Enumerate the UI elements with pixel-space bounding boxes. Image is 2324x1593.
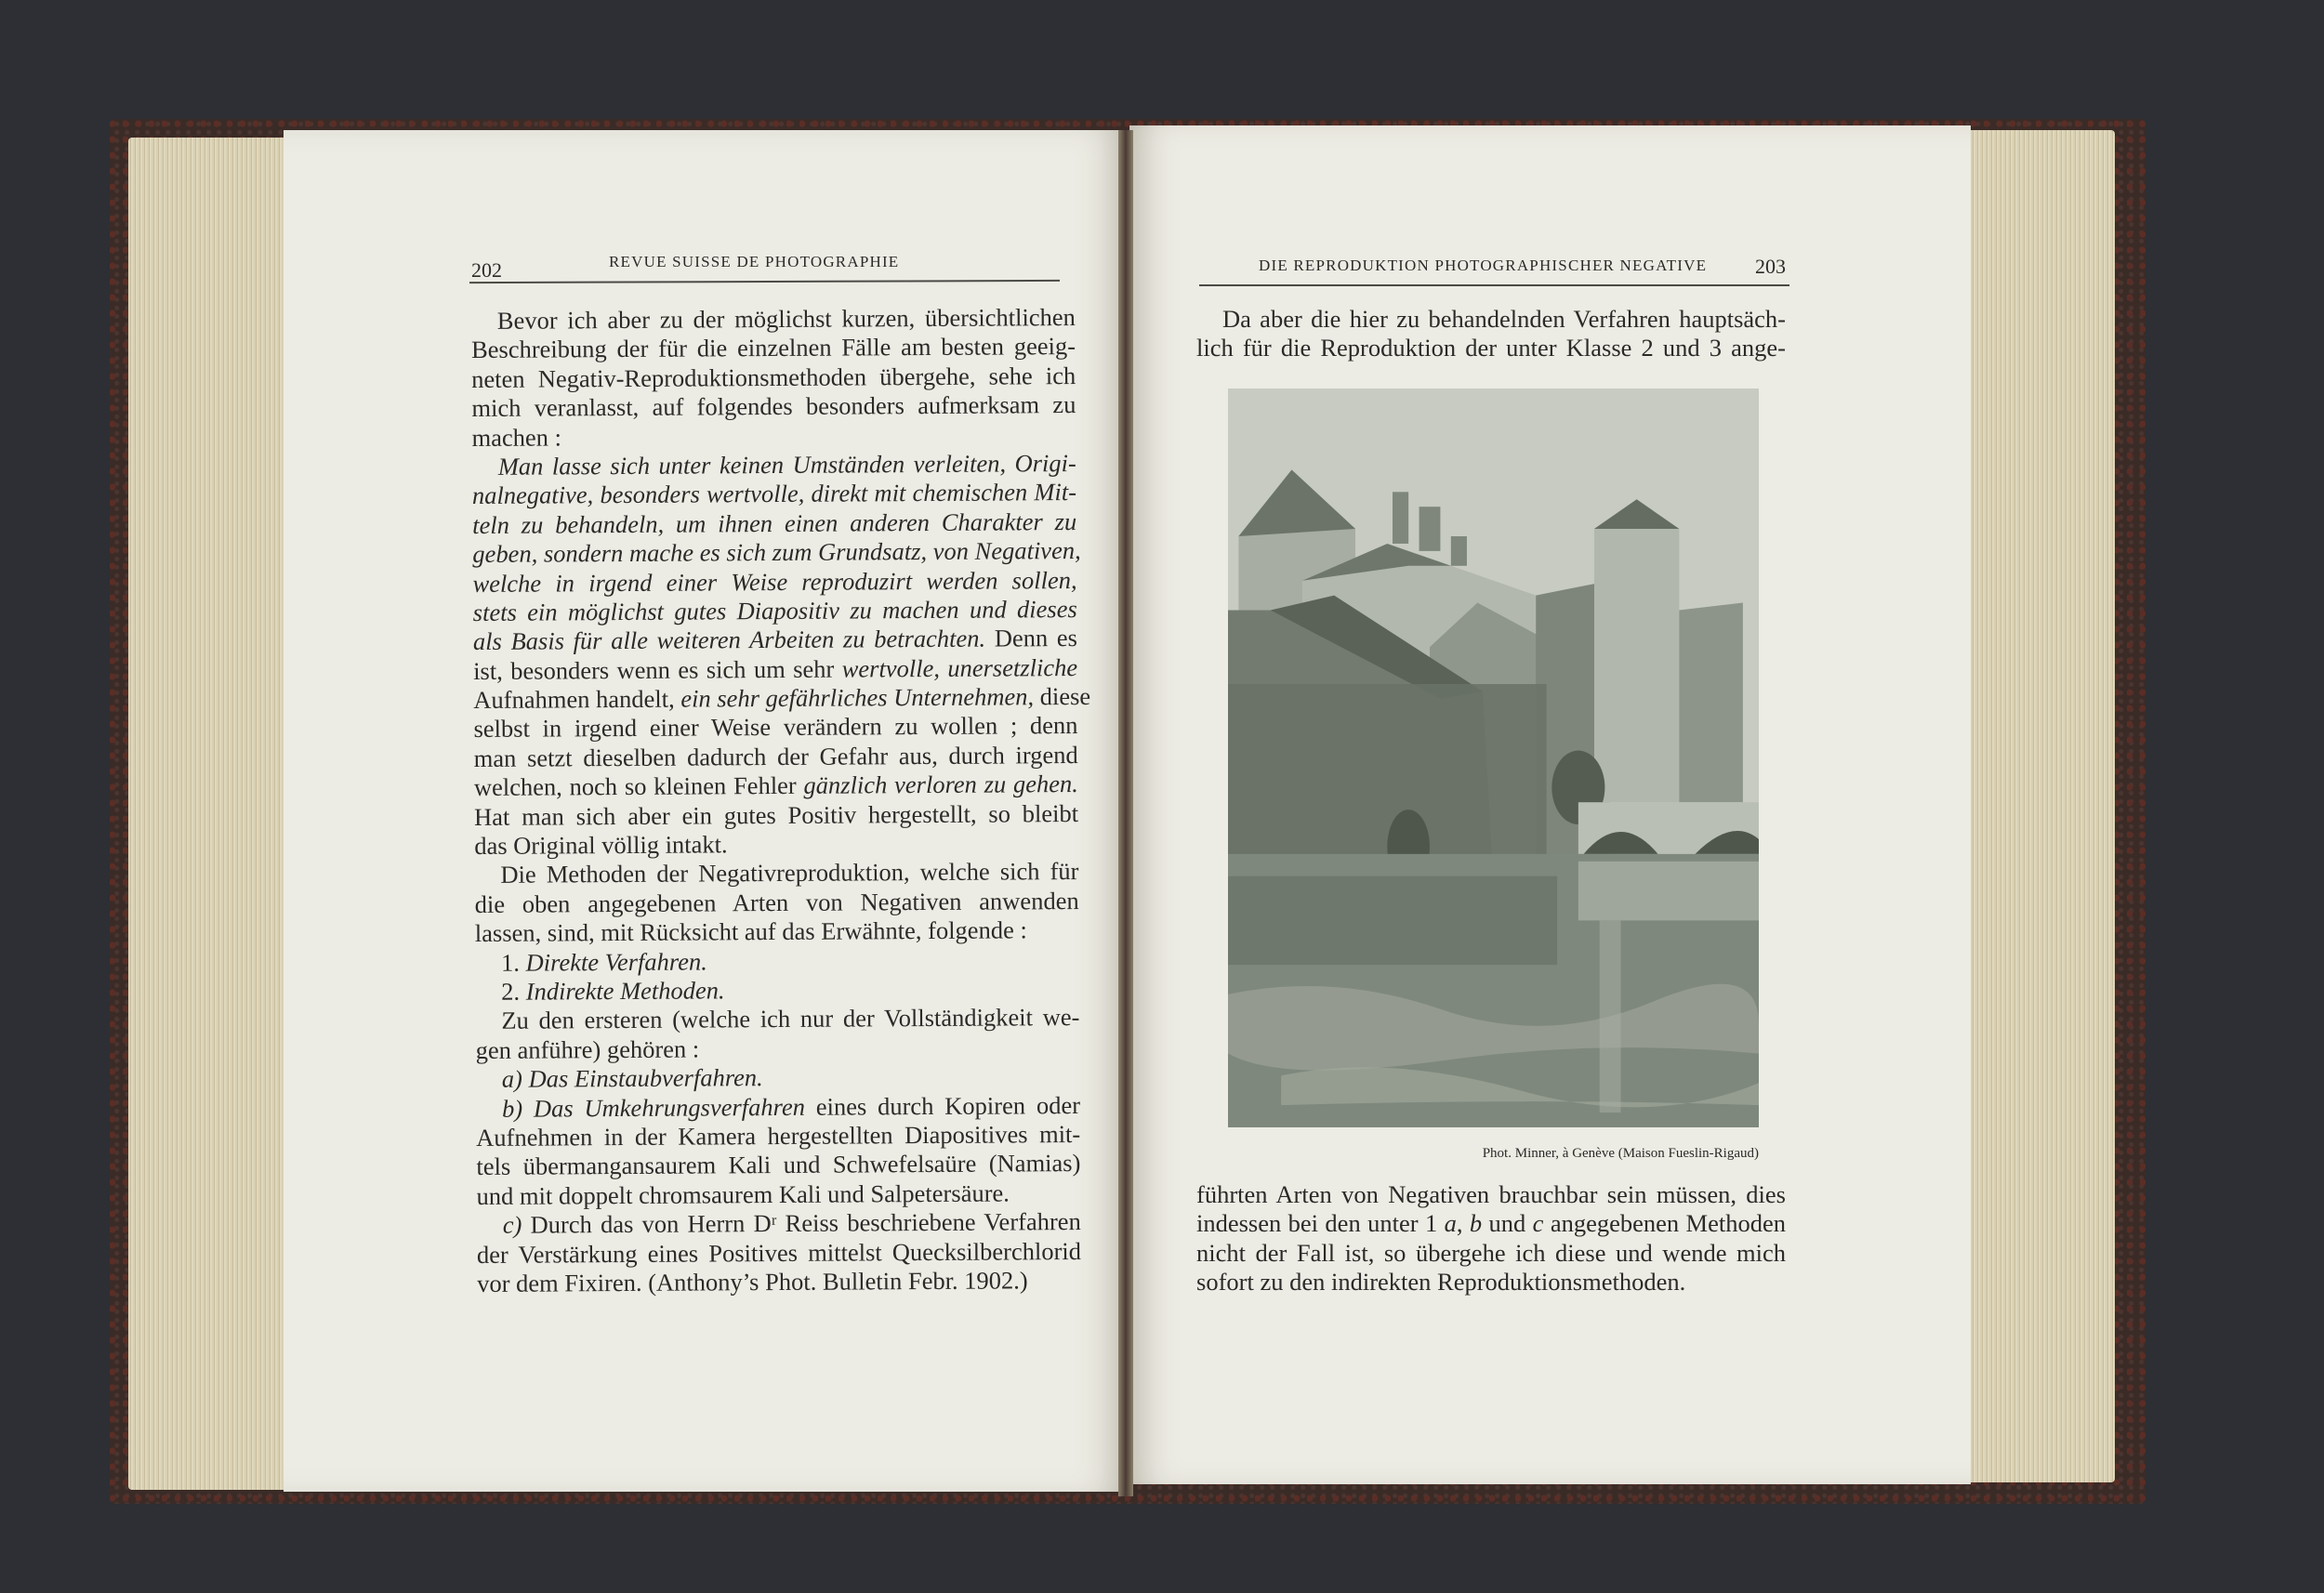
text-segment: Denn es (985, 624, 1078, 652)
text-line (475, 915, 1079, 948)
photo-bridge (1578, 802, 1759, 854)
text-line (476, 1091, 1080, 1124)
text-line (476, 1061, 1080, 1094)
italic-text: teln zu behandeln, um ihnen einen anderen Charakter zu (472, 507, 1077, 539)
right-page-text-top (1196, 305, 1786, 363)
left-page-edges (128, 138, 296, 1490)
text-segment: 1. (500, 948, 526, 977)
text-segment: mich veranlasst, auf folgendes besonders aufmerksam zu (471, 390, 1076, 423)
text-line (474, 770, 1078, 802)
text-line (474, 857, 1078, 889)
page-number-left: 202 (471, 258, 502, 282)
text-segment: lassen, sind, mit Rücksicht auf das Erwähnte, folgende : (474, 915, 1027, 948)
page-number-right: 203 (1755, 255, 1786, 278)
text-segment: führten Arten von Negativen brauchbar sein müssen, dies (1196, 1180, 1786, 1208)
text-segment: diese (1033, 682, 1091, 711)
italic-text: als Basis für alle weiteren Arbeiten zu betrachten. (472, 624, 986, 656)
italic-text: Direkte Verfahren. (525, 947, 707, 977)
text-line (474, 828, 1078, 861)
text-line (474, 799, 1078, 832)
text-line (471, 390, 1076, 423)
text-line (472, 478, 1076, 510)
italic-text: nalnegative, besonders wertvolle, direkt mit chemischen Mit- (471, 478, 1077, 510)
text-line (477, 1207, 1081, 1240)
text-segment: und (1482, 1209, 1533, 1238)
italic-text: Man lasse sich unter keinen Umständen verleiten, Origi- (497, 448, 1076, 481)
text-segment: 2. (501, 977, 526, 1006)
text-segment: der Verstärkung eines Positives mittelst Quecksilberchlorid (476, 1236, 1082, 1269)
text-segment: neten Negativ-Reproduktionsmethoden übergehe, sehe ich (471, 361, 1076, 393)
header-rule-right (1199, 284, 1789, 286)
text-segment: man setzt dieselben dadurch der Gefahr aus, durch irgend (473, 740, 1078, 772)
text-line (1196, 1268, 1786, 1297)
text-segment: , (1456, 1209, 1470, 1238)
text-segment: Hat man sich aber ein gutes Positiv hergestellt, so bleibt (474, 798, 1079, 831)
italic-text: gänzlich verloren zu gehen. (803, 770, 1078, 800)
text-segment: vor dem Fixiren. (Anthony’s Phot. Bulletin Febr. 1902.) (477, 1266, 1028, 1297)
photo-water (1228, 854, 1759, 1127)
text-segment: ist, besonders wenn es sich um sehr (473, 654, 842, 685)
text-line (475, 1003, 1079, 1035)
text-segment: tels übermangansaurem Kali und Schwefelsaüre (Namias) (476, 1149, 1081, 1181)
text-segment: welchen, noch so kleinen Fehler (473, 771, 804, 802)
text-line (476, 1149, 1080, 1181)
text-segment: Aufnahmen handelt, (473, 684, 681, 715)
italic-text: ein sehr gefährliches Unternehmen, (680, 682, 1035, 713)
text-line (476, 1178, 1080, 1211)
text-segment: machen : (471, 422, 562, 452)
text-segment: sofort zu den indirekten Reproduktionsmethoden. (1196, 1268, 1686, 1297)
text-line (475, 887, 1079, 919)
text-line (473, 682, 1091, 715)
text-line (471, 332, 1076, 364)
text-segment: gen anführe) gehören : (475, 1034, 700, 1064)
italic-text: Indirekte Methoden. (525, 976, 725, 1006)
text-line (477, 1237, 1081, 1270)
text-line (1196, 1239, 1786, 1268)
italic-text: b (1469, 1209, 1483, 1238)
italic-text: welche in irgend einer Weise reproduzirt werden sollen, (472, 565, 1077, 598)
text-line (475, 945, 1079, 978)
right-page-text-bottom (1196, 1180, 1786, 1297)
text-segment: selbst in irgend einer Weise verändern zu wollen ; denn (473, 711, 1078, 744)
italic-text: stets ein möglichst gutes Diapositiv zu machen und dieses (472, 594, 1077, 626)
text-line (1196, 1209, 1786, 1238)
left-page-text (470, 303, 1091, 1298)
text-line (474, 741, 1078, 773)
text-line (473, 595, 1077, 627)
text-line (472, 566, 1076, 599)
text-segment: das Original völlig intakt. (474, 830, 728, 861)
text-line (471, 362, 1076, 394)
text-line (472, 420, 1076, 453)
text-line (472, 536, 1081, 569)
text-line (1196, 334, 1786, 362)
text-line (473, 624, 1077, 656)
text-line (472, 449, 1076, 481)
text-segment: Durch das von Herrn Dʳ Reiss beschriebene Verfahren (522, 1207, 1081, 1239)
text-line (473, 711, 1077, 744)
italic-text: geben, sondern mache es sich zum Grundsatz, von Negativen, (472, 536, 1081, 569)
right-page-edges (1966, 130, 2115, 1482)
italic-text: c) (502, 1210, 522, 1239)
text-segment: indessen bei den unter 1 (1196, 1209, 1445, 1238)
photo-caption: Phot. Minner, à Genève (Maison Fueslin-Rigaud) (1482, 1146, 1759, 1161)
italic-text: a) Das Einstaubverfahren. (501, 1063, 763, 1093)
text-segment: Zu den ersteren (welche ich nur der Vollständigkeit we- (501, 1003, 1080, 1035)
text-segment: Aufnehmen in der Kamera hergestellten Diapositives mit- (476, 1119, 1081, 1152)
running-head-right: DIE REPRODUKTION PHOTOGRAPHISCHER NEGATIVE (1259, 257, 1708, 274)
text-line (1196, 1180, 1786, 1209)
text-line (473, 653, 1077, 686)
italic-text: b) Das Umkehrungsverfahren (501, 1092, 806, 1123)
text-segment: und mit doppelt chromsaurem Kali und Salpetersäure. (476, 1178, 1010, 1210)
text-segment: nicht der Fall ist, so übergehe ich diese und wende mich (1196, 1238, 1786, 1267)
italic-text: a (1444, 1209, 1457, 1238)
text-segment: angegebenen Methoden (1543, 1209, 1786, 1238)
text-segment: die oben angegebenen Arten von Negativen anwenden (474, 886, 1079, 918)
text-segment: Da aber die hier zu behandelnden Verfahren hauptsäch- (1222, 305, 1786, 333)
italic-text: wertvolle, unersetzliche (841, 652, 1078, 683)
text-line (1196, 305, 1786, 334)
text-line (476, 1120, 1080, 1152)
text-line (475, 974, 1079, 1007)
text-segment: Beschreibung der für die einzelnen Fälle am besten geeig- (470, 332, 1076, 364)
text-segment: Die Methoden der Negativreproduktion, welche sich für (500, 857, 1079, 889)
italic-text: c (1532, 1209, 1544, 1238)
text-segment: Bevor ich aber zu der möglichst kurzen, übersichtlichen (496, 303, 1076, 335)
text-line (472, 507, 1076, 540)
book-gutter (1118, 130, 1133, 1496)
text-line (477, 1266, 1081, 1298)
text-segment: eines durch Kopiren oder (804, 1090, 1081, 1121)
text-line (476, 1033, 1080, 1065)
running-head-left: REVUE SUISSE DE PHOTOGRAPHIE (609, 253, 900, 270)
text-line (471, 303, 1076, 336)
photograph-annecy-canal (1228, 388, 1759, 1127)
text-segment: lich für die Reproduktion der unter Klasse 2 und 3 ange- (1196, 334, 1786, 362)
